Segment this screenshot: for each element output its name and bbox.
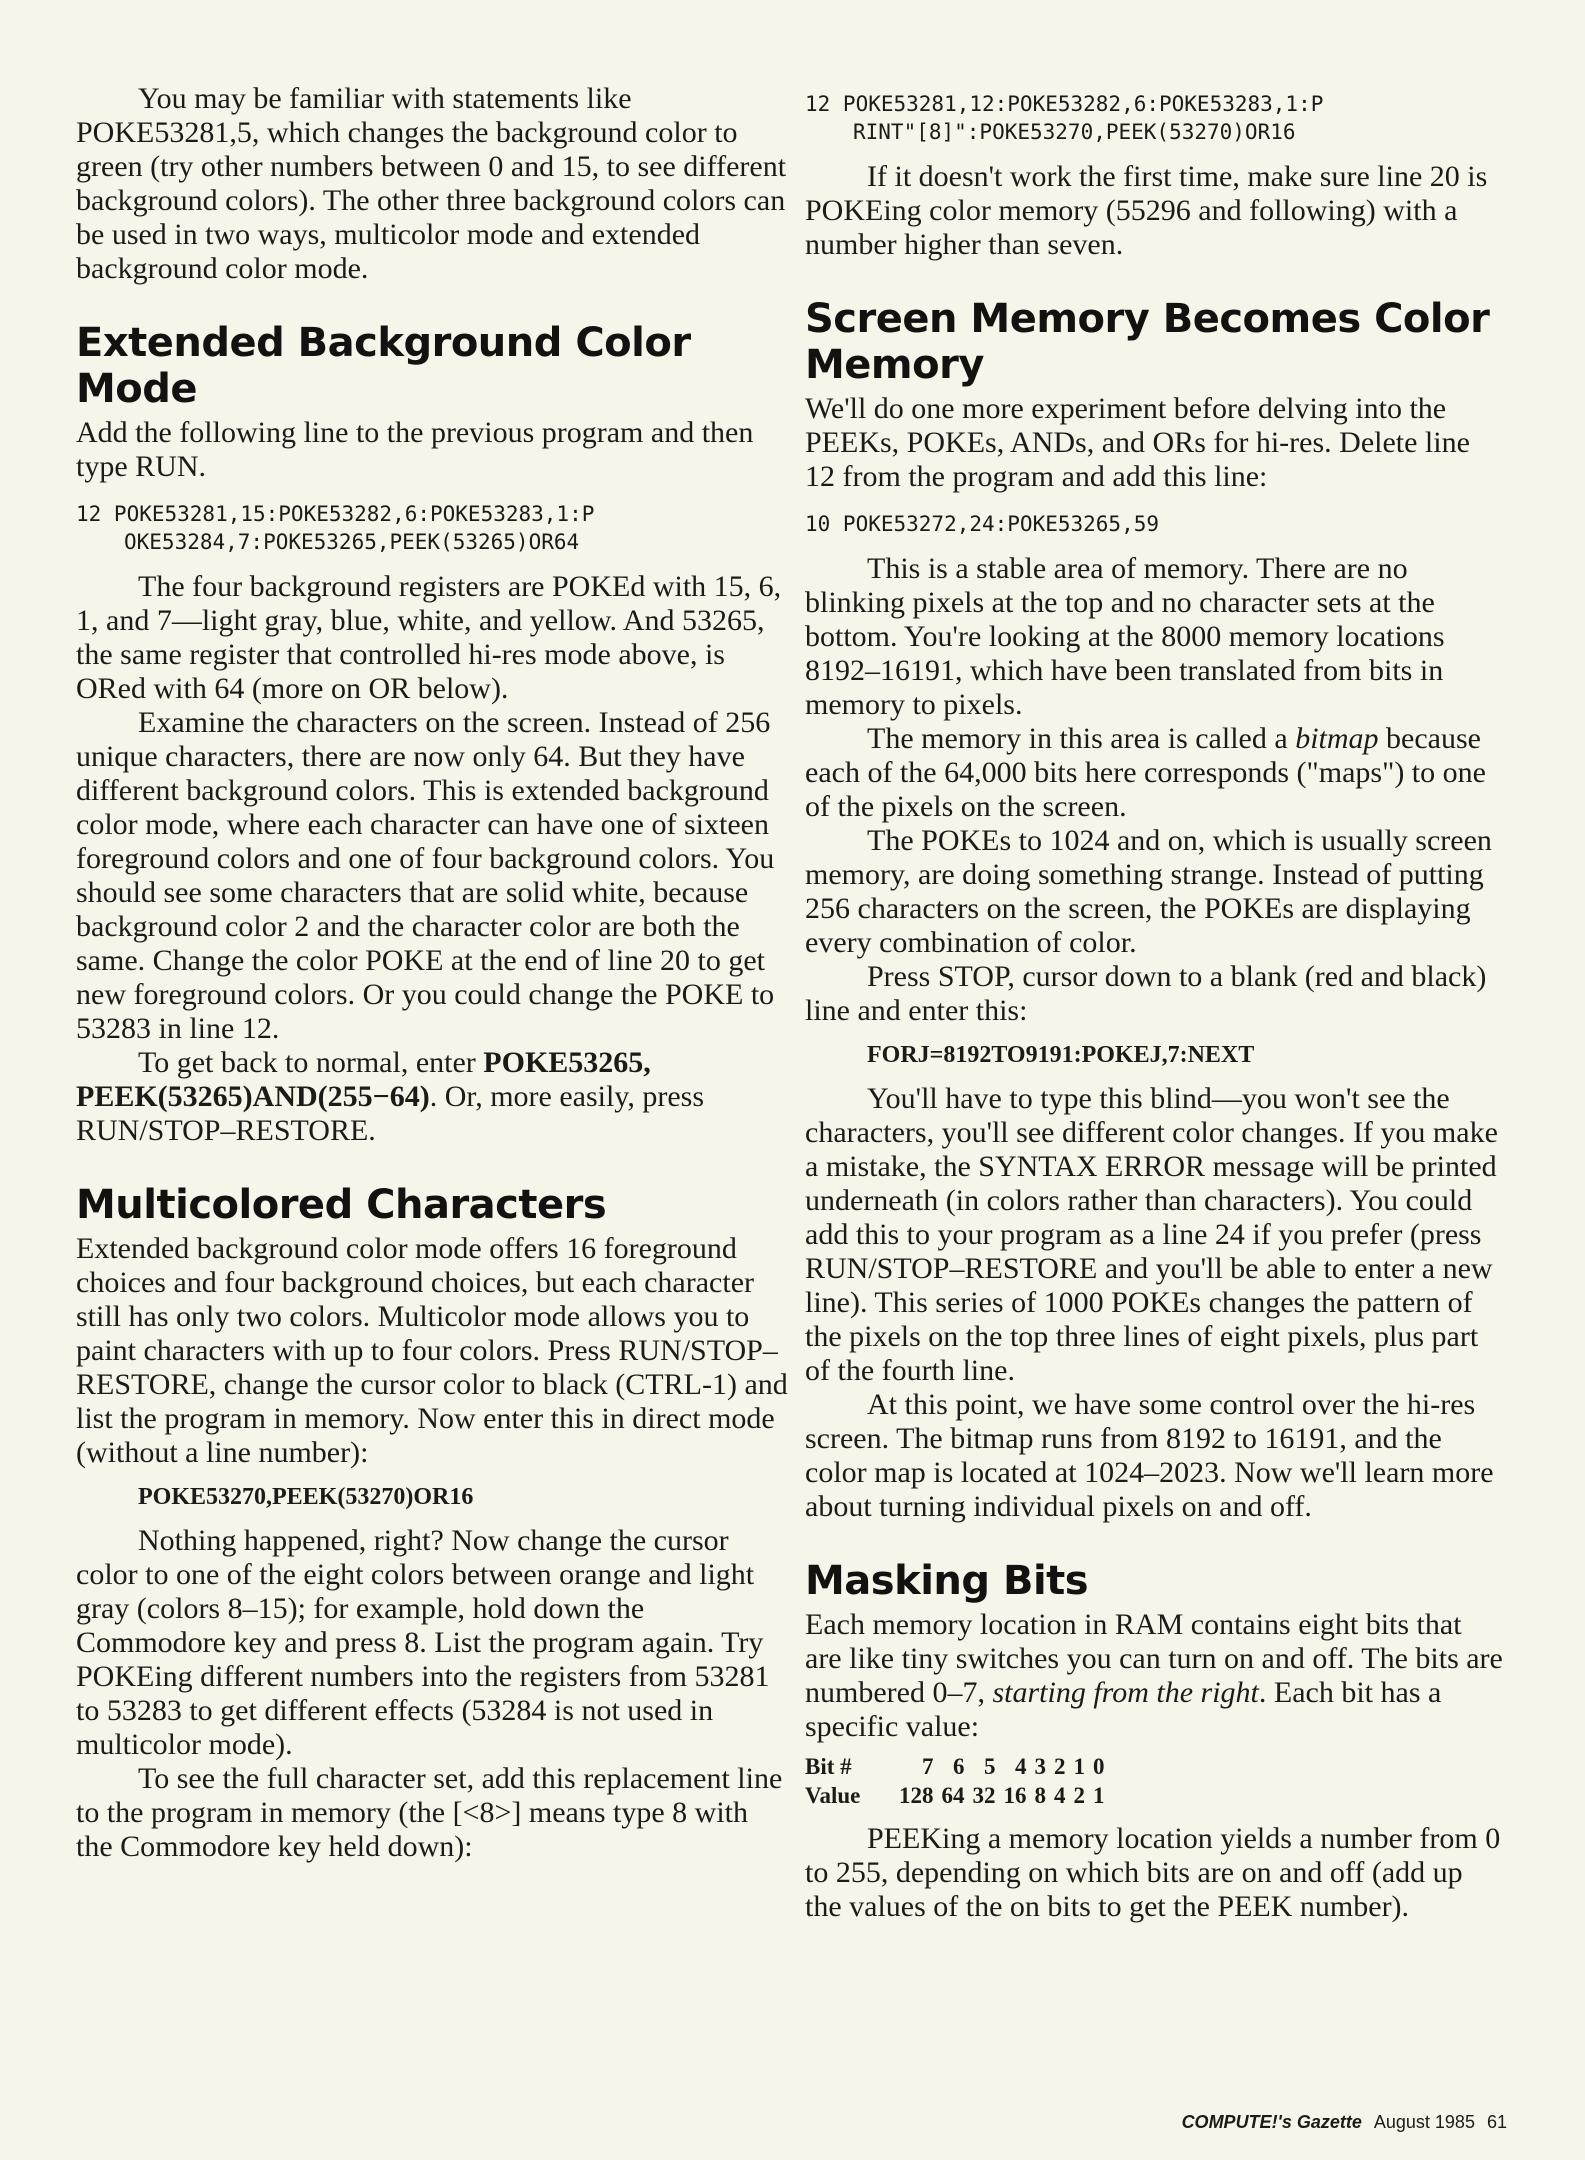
value-cell: 64 xyxy=(941,1783,965,1808)
paragraph-press-stop: Press STOP, cursor down to a blank (red and black) line and enter this: xyxy=(805,960,1487,1027)
value-cell: 4 xyxy=(1054,1783,1066,1808)
code-line: 12 POKE53281,15:POKE53282,6:POKE53283,1:P xyxy=(76,502,595,526)
bit-cell: 3 xyxy=(1034,1754,1046,1779)
text-segment: because each of the 64,000 bits here corresponds ("maps") to one of the pixels on the screen. xyxy=(805,722,1486,823)
bit-cell: 4 xyxy=(1015,1754,1027,1779)
code-listing-line-12 xyxy=(76,500,788,556)
italic-phrase: starting from the right xyxy=(992,1676,1259,1709)
paragraph-full-charset: To see the full character set, add this replacement line to the program in memory (the [<8>] means type 8 with the Commodore key held down): xyxy=(76,1762,783,1863)
value-cell: 8 xyxy=(1034,1783,1046,1808)
value-cell: 1 xyxy=(1093,1783,1105,1808)
publication-name: COMPUTE!'s Gazette xyxy=(1181,2112,1362,2132)
paragraph-back-to-normal xyxy=(76,1046,788,1148)
paragraph-experiment: We'll do one more experiment before delving into the PEEKs, POKEs, ANDs, and ORs for hi-res. Delete line 12 from the program and add this line: xyxy=(805,392,1470,493)
bit-cell: 1 xyxy=(1073,1754,1085,1779)
intro-paragraph: You may be familiar with statements like POKE53281,5, which changes the background color to green (try other numbers between 0 and 15, to see different background colors). The other three background colors can be used in two ways, multicolor mode and extended background color mode. xyxy=(76,82,787,285)
direct-command-2: FORJ=8192TO9191:POKEJ,7:NEXT xyxy=(867,1042,1255,1068)
issue-date: August 1985 xyxy=(1373,2112,1475,2132)
paragraph-registers: The four background registers are POKEd with 15, 6, 1, and 7—light gray, blue, white, and yellow. And 53265, the same register that controlled hi-res mode above, is ORed with 64 (more on OR below). xyxy=(76,570,782,705)
code-listing-line-10: 10 POKE53272,24:POKE53265,59 xyxy=(805,512,1160,536)
text-segment: . Each bit has a specific value: xyxy=(805,1676,1442,1743)
bit-cell: 6 xyxy=(953,1754,965,1779)
text-segment: . Or, more easily, press RUN/STOP–RESTORE. xyxy=(76,1080,705,1147)
paragraph-if-not-work: If it doesn't work the first time, make sure line 20 is POKEing color memory (55296 and following) with a number higher than seven. xyxy=(805,160,1488,261)
code-line: 12 POKE53281,12:POKE53282,6:POKE53283,1:P xyxy=(805,92,1324,116)
value-label: Value xyxy=(805,1783,861,1808)
paragraph-pokes: The POKEs to 1024 and on, which is usually screen memory, are doing something strange. Instead of putting 256 characters on the screen, the POKEs are displaying every combination of color. xyxy=(805,824,1492,959)
paragraph-stable-area: This is a stable area of memory. There are no blinking pixels at the top and no character sets at the bottom. You're looking at the 8000 memory locations 8192–16191, which have been translated from bits in memory to pixels. xyxy=(805,552,1445,721)
heading-screen-memory: Screen Memory Becomes Color Memory xyxy=(805,296,1490,388)
bit-value-row xyxy=(805,1781,1113,1810)
left-column xyxy=(76,82,788,1864)
page-footer xyxy=(1182,2112,1507,2133)
heading-multicolored: Multicolored Characters xyxy=(76,1182,607,1228)
paragraph-peeking: PEEKing a memory location yields a number from 0 to 255, depending on which bits are on and off (add up the values of the on bits to get the PEEK number). xyxy=(805,1822,1501,1923)
direct-command-1: POKE53270,PEEK(53270)OR16 xyxy=(138,1484,474,1510)
heading-extended-background: Extended Background Color Mode xyxy=(76,320,691,412)
text-segment: The memory in this area is called a xyxy=(867,722,1296,755)
italic-term: bitmap xyxy=(1295,722,1379,755)
text-segment: To get back to normal, enter xyxy=(138,1046,484,1079)
code-listing-replacement xyxy=(805,90,1505,146)
paragraph-bitmap xyxy=(805,722,1505,824)
paragraph-add-line: Add the following line to the previous program and then type RUN. xyxy=(76,416,754,483)
paragraph-control: At this point, we have some control over the hi-res screen. The bitmap runs from 8192 to 16191, and the color map is located at 1024–2023. Now we'll learn more about turning individual pixels on and off. xyxy=(805,1388,1494,1523)
bit-cell: 0 xyxy=(1093,1754,1105,1779)
paragraph-bits xyxy=(805,1608,1505,1744)
paragraph-nothing-happened: Nothing happened, right? Now change the cursor color to one of the eight colors between orange and light gray (colors 8–15); for example, hold down the Commodore key and press 8. List the program again. Try POKEing different numbers into the registers from 53281 to 53283 to get different effects (53284 is not used in multicolor mode). xyxy=(76,1524,770,1761)
bit-cell: 5 xyxy=(984,1754,996,1779)
bit-value-table xyxy=(805,1752,1113,1810)
paragraph-multicolor-intro: Extended background color mode offers 16 foreground choices and four background choices, but each character still has only two colors. Multicolor mode allows you to paint characters with up to four colors. Press RUN/STOP–RESTORE, change the cursor color to black (CTRL-1) and list the program in memory. Now enter this in direct mode (without a line number): xyxy=(76,1232,788,1469)
value-cell: 128 xyxy=(899,1783,934,1808)
code-line-continuation: RINT"[8]":POKE53270,PEEK(53270)OR16 xyxy=(853,120,1296,144)
bit-label: Bit # xyxy=(805,1754,852,1779)
text-segment: Each memory location in RAM contains eight bits that are like tiny switches you can turn on and off. The bits are numbered 0–7, xyxy=(805,1608,1503,1709)
inline-command: POKE53265, PEEK(53265)AND(255−64) xyxy=(76,1046,651,1113)
page-number: 61 xyxy=(1486,2112,1507,2132)
bit-number-row xyxy=(805,1752,1113,1781)
value-cell: 16 xyxy=(1003,1783,1027,1808)
paragraph-examine: Examine the characters on the screen. Instead of 256 unique characters, there are now only 64. But they have different background colors. This is extended background color mode, where each character can have one of sixteen foreground colors and one of four background colors. You should see some characters that are solid white, because background color 2 and the character color are both the same. Change the color POKE at the end of line 20 to get new foreground colors. Or you could change the POKE to 53283 in line 12. xyxy=(76,706,775,1045)
value-cell: 32 xyxy=(972,1783,996,1808)
bit-cell: 2 xyxy=(1054,1754,1066,1779)
heading-masking-bits: Masking Bits xyxy=(805,1558,1089,1604)
right-column xyxy=(805,82,1505,1924)
paragraph-type-blind: You'll have to type this blind—you won't see the characters, you'll see different color changes. If you make a mistake, the SYNTAX ERROR message will be printed underneath (in colors rather than characters). You could add this to your program as a line 24 if you prefer (press RUN/STOP–RESTORE and you'll be able to enter a new line). This series of 1000 POKEs changes the pattern of the pixels on the top three lines of eight pixels, plus part of the fourth line. xyxy=(805,1082,1498,1387)
value-cell: 2 xyxy=(1073,1783,1085,1808)
code-line-continuation: OKE53284,7:POKE53265,PEEK(53265)OR64 xyxy=(124,530,580,554)
bit-cell: 7 xyxy=(922,1754,934,1779)
